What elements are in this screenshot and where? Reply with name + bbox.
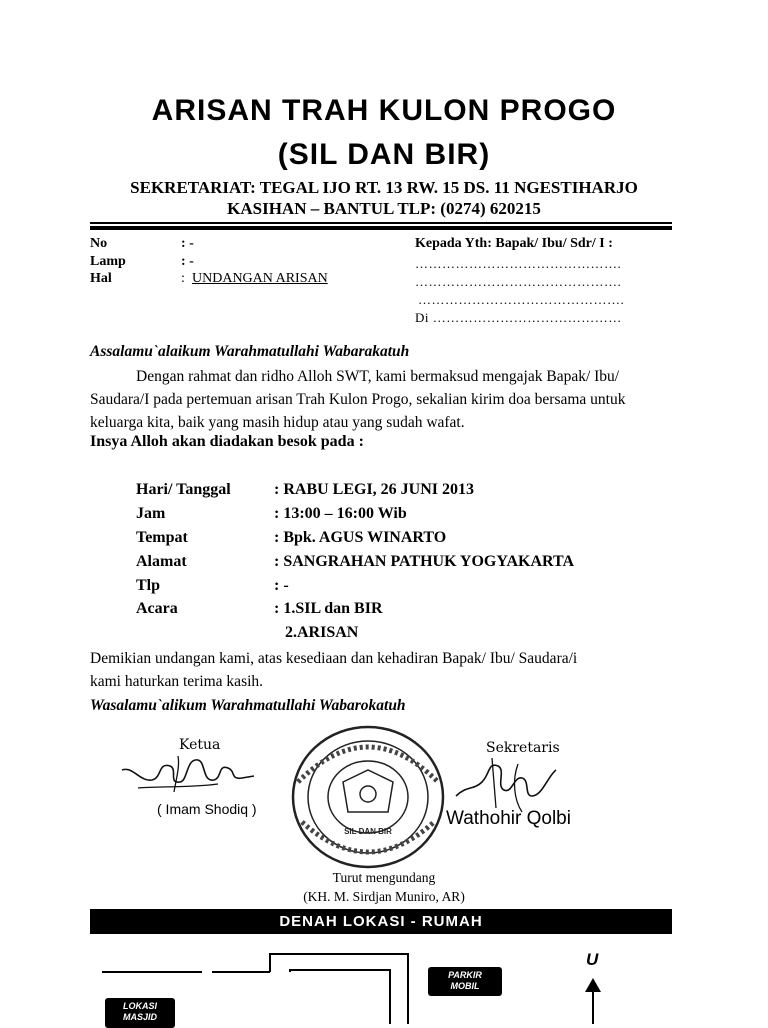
schedule-value-time: : 13:00 – 16:00 Wib: [274, 505, 407, 522]
recipient-di: Di ……………………………………: [415, 310, 622, 325]
map-road-line: [270, 954, 408, 1024]
no-value: : -: [181, 236, 194, 251]
map-road-line: [290, 970, 390, 1024]
paragraph-line-2: Saudara/I pada pertemuan arisan Trah Kulon Progo, sekalian kirim doa bersama untuk: [90, 391, 626, 408]
schedule-value-address: : SANGRAHAN PATHUK YOGYAKARTA: [274, 553, 575, 570]
turut-name: (KH. M. Sirdjan Muniro, AR): [303, 889, 465, 904]
recipient-line-1: ……………………………………….: [415, 256, 622, 271]
secretariat-contact: KASIHAN – BANTUL TLP: (0274) 620215: [227, 199, 541, 218]
location-map: [90, 940, 672, 1024]
lamp-value: : -: [181, 254, 194, 269]
organization-stamp-icon: [288, 722, 448, 872]
hal-label: Hal: [90, 271, 112, 286]
farewell: Wasalamu`alikum Warahmatullahi Wabarokatuh: [90, 697, 406, 714]
lokasi-line-1: LOKASI: [122, 1001, 157, 1011]
schedule-value-date: : RABU LEGI, 26 JUNI 2013: [274, 481, 475, 498]
no-label: No: [90, 236, 108, 251]
header-rule-thick: [90, 226, 672, 230]
sekretaris-name: Wathohir Qolbi: [446, 808, 571, 829]
hal-colon: :: [181, 271, 185, 286]
schedule-label-date: Hari/ Tanggal: [136, 481, 231, 498]
closing-line-2: kami haturkan terima kasih.: [90, 673, 264, 690]
insya-line: Insya Alloh akan diadakan besok pada :: [90, 433, 364, 450]
lamp-label: Lamp: [90, 254, 126, 269]
greeting: Assalamu`alaikum Warahmatullahi Wabarakatuh: [90, 343, 410, 360]
schedule-value-event-2: 2.ARISAN: [285, 624, 359, 641]
north-arrow-head: [585, 978, 601, 992]
ketua-signature-icon: [118, 752, 258, 800]
paragraph-line-1: Dengan rahmat dan ridho Alloh SWT, kami bermaksud mengajak Bapak/ Ibu/: [136, 368, 620, 385]
parkir-mobil-label: [428, 967, 502, 996]
schedule-label-phone: Tlp: [136, 577, 161, 594]
recipient-heading: Kepada Yth: Bapak/ Ibu/ Sdr/ I :: [415, 236, 613, 251]
schedule-label-event: Acara: [136, 600, 178, 617]
recipient-line-3: ……………………………………….: [418, 292, 625, 307]
lokasi-line-2: MASJID: [122, 1012, 157, 1022]
map-banner: DENAH LOKASI - RUMAH: [90, 909, 672, 934]
schedule-label-place: Tempat: [136, 529, 188, 546]
schedule-label-address: Alamat: [136, 553, 187, 570]
header-rule-thin: [90, 222, 672, 224]
stamp-text: SIL DAN BIR: [344, 827, 392, 836]
north-label: U: [586, 950, 599, 969]
sekretaris-signature-icon: [452, 756, 562, 816]
schedule-label-time: Jam: [136, 505, 166, 522]
schedule-value-phone: : -: [274, 577, 289, 594]
turut-mengundang: Turut mengundang: [332, 870, 436, 885]
closing-line-1: Demikian undangan kami, atas kesediaan dan kehadiran Bapak/ Ibu/ Saudara/i: [90, 650, 578, 667]
letterhead-title: ARISAN TRAH KULON PROGO: [151, 94, 617, 127]
schedule-value-event-1: : 1.SIL dan BIR: [274, 600, 383, 617]
secretariat-address: SEKRETARIAT: TEGAL IJO RT. 13 RW. 15 DS. 11 NGESTIHARJO: [130, 178, 638, 197]
sekretaris-title: Sekretaris: [486, 740, 560, 756]
hal-value: UNDANGAN ARISAN: [192, 271, 328, 286]
ketua-name: ( Imam Shodiq ): [157, 801, 257, 817]
paragraph-line-3: keluarga kita, baik yang masih hidup atau yang sudah wafat.: [90, 414, 465, 431]
parkir-line-1: PARKIR: [448, 970, 482, 980]
ketua-title: Ketua: [179, 737, 221, 753]
letterhead-subtitle: (SIL DAN BIR): [277, 138, 491, 171]
recipient-line-2: ……………………………………….: [415, 274, 622, 289]
parkir-line-2: MOBIL: [450, 981, 480, 991]
schedule-value-place: : Bpk. AGUS WINARTO: [274, 529, 447, 546]
